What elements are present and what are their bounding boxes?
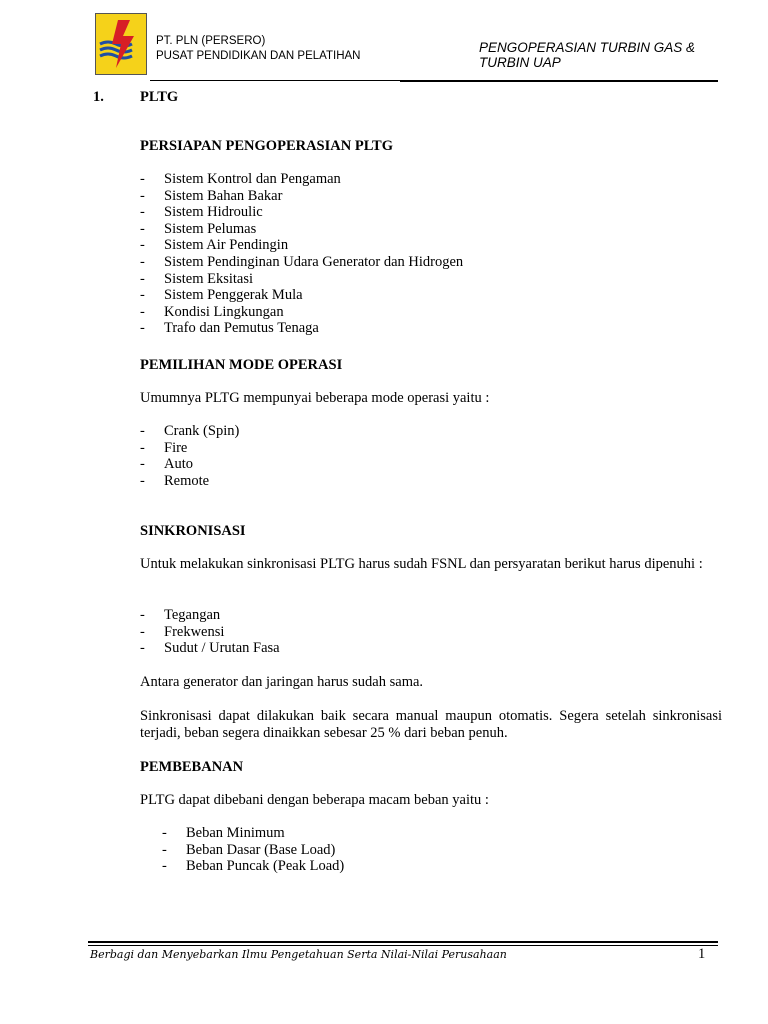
list-dash: - [162,841,167,858]
list-item [140,271,720,288]
pembebanan-heading: PEMBEBANAN [140,759,244,775]
list-item-text: Trafo dan Pemutus Tenaga [164,320,319,337]
header-organization [156,34,361,64]
list-item-text: Beban Dasar (Base Load) [186,841,336,858]
persiapan-list [140,171,720,337]
list-item-text: Beban Minimum [186,825,285,841]
list-item [140,221,720,238]
list-dash: - [140,253,145,270]
footer-divider-thick [88,941,718,943]
list-item [140,624,720,641]
mode-list [140,423,720,489]
list-item-text: Auto [164,456,193,473]
title-line-2: TURBIN UAP [479,55,561,70]
list-dash: - [140,439,145,456]
list-item [140,607,720,624]
org-name: PT. PLN (PERSERO) [156,35,266,47]
pembebanan-list [162,825,722,875]
list-item-text: Sistem Penggerak Mula [164,287,303,304]
list-item [140,171,720,188]
list-dash: - [140,640,145,657]
list-item-text: Sistem Air Pendingin [164,237,289,254]
list-item [140,237,720,254]
list-item-text: Fire [164,439,188,456]
section-title: PLTG [140,89,179,105]
list-dash: - [162,825,167,841]
list-dash: - [140,423,145,439]
pembebanan-intro: PLTG dapat dibebani dengan beberapa macam beban yaitu : [140,792,489,808]
list-item [140,640,720,657]
list-dash: - [140,287,145,304]
list-dash: - [162,858,167,875]
list-item-text: Kondisi Lingkungan [164,303,284,320]
sinkronisasi-heading: SINKRONISASI [140,523,246,539]
list-item-text: Sistem Pelumas [164,220,257,237]
pln-logo [95,13,147,75]
sinkronisasi-intro: Untuk melakukan sinkronisasi PLTG harus sudah FSNL dan persyaratan berikut harus dipenuhi : [140,556,703,572]
title-line-1: PENGOPERASIAN TURBIN GAS & [479,40,696,55]
list-item-text: Sistem Bahan Bakar [164,187,283,204]
list-item [140,188,720,205]
list-dash: - [140,270,145,287]
list-dash: - [140,303,145,320]
pln-logo-icon [96,14,146,74]
list-item [162,842,722,859]
footer-divider [88,945,718,946]
list-item-text: Tegangan [164,607,221,623]
list-item [140,473,720,490]
list-dash: - [140,607,145,623]
list-item-text: Crank (Spin) [164,423,240,439]
list-dash: - [140,472,145,489]
list-dash: - [140,204,145,221]
list-dash: - [140,220,145,237]
list-item-text: Sistem Hidroulic [164,204,263,221]
list-item [140,320,720,337]
header-document-title [479,40,739,70]
list-dash: - [140,237,145,254]
list-dash: - [140,187,145,204]
org-unit: PUSAT PENDIDIKAN DAN PELATIHAN [156,50,361,62]
sinkronisasi-paragraph-1: Antara generator dan jaringan harus sudah sama. [140,674,424,690]
list-item-text: Frekwensi [164,623,225,640]
list-dash: - [140,623,145,640]
list-item-text: Sistem Eksitasi [164,270,254,287]
sinkronisasi-paragraph-2: Sinkronisasi dapat dilakukan baik secara manual maupun otomatis. Segera setelah sinkronisasi terjadi, beban segera dinaikkan sebesar 25 % dari beban penuh. [140,708,722,741]
list-item [162,825,722,842]
list-dash: - [140,320,145,337]
list-item-text: Sistem Kontrol dan Pengaman [164,171,341,187]
list-item [140,287,720,304]
list-item [140,204,720,221]
list-item-text: Beban Puncak (Peak Load) [186,858,345,875]
sinkronisasi-list [140,607,720,657]
persiapan-heading: PERSIAPAN PENGOPERASIAN PLTG [140,138,393,154]
list-dash: - [140,171,145,187]
header-divider-thick [400,80,718,82]
list-item [140,304,720,321]
mode-heading: PEMILIHAN MODE OPERASI [140,357,343,373]
list-item [140,423,720,440]
list-item [162,858,722,875]
list-item-text: Sudut / Urutan Fasa [164,640,280,657]
list-item [140,440,720,457]
section-number: 1. [93,89,104,105]
list-item-text: Remote [164,472,210,489]
footer-motto: Berbagi dan Menyebarkan Ilmu Pengetahuan Serta Nilai-Nilai Perusahaan [90,948,507,961]
list-dash: - [140,456,145,473]
page-number: 1 [698,946,706,962]
mode-intro: Umumnya PLTG mempunyai beberapa mode operasi yaitu : [140,390,490,406]
list-item-text: Sistem Pendinginan Udara Generator dan Hidrogen [164,253,464,270]
list-item [140,254,720,271]
list-item [140,456,720,473]
